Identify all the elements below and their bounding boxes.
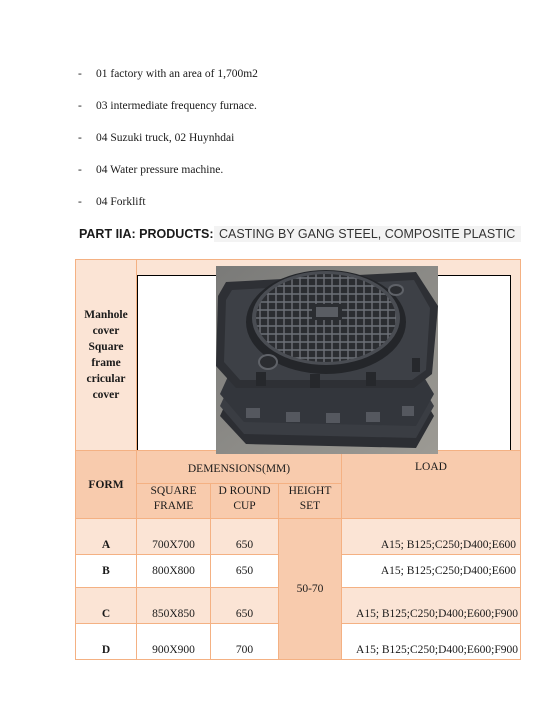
section-heading	[79, 227, 521, 241]
load-cell: A15; B125;C250;D400;E600	[342, 555, 521, 588]
bullet-item: - 04 Suzuki truck, 02 Huynhdai	[78, 132, 235, 144]
bullet-item: - 01 factory with an area of 1,700m2	[78, 68, 258, 80]
product-photo-cell	[137, 260, 521, 451]
square-cell: 850X850	[137, 588, 211, 624]
height-cell: 50-70	[279, 519, 342, 660]
heading-bold: PART IIA: PRODUCTS:	[79, 227, 214, 241]
square-frame-header: SQUARE FRAME	[137, 484, 211, 519]
heading-rest: CASTING BY GANG STEEL, COMPOSITE PLASTIC	[214, 226, 522, 242]
spec-table	[75, 259, 521, 660]
bullet-item: - 04 Water pressure machine.	[78, 164, 224, 176]
square-cell: 700X700	[137, 519, 211, 555]
manhole-cover-photo	[216, 266, 438, 454]
cup-cell: 650	[211, 519, 279, 555]
dimensions-header: DEMENSIONS(MM)	[137, 451, 342, 484]
product-row	[76, 260, 521, 451]
form-cell: B	[76, 555, 137, 588]
form-cell: A	[76, 519, 137, 555]
d-round-cup-header: D ROUND CUP	[211, 484, 279, 519]
load-cell: A15; B125;C250;D400;E600	[342, 519, 521, 555]
product-label: Manhole cover Square frame cricular cover	[76, 260, 137, 451]
table-row	[76, 519, 521, 555]
form-cell: D	[76, 624, 137, 660]
product-photo-frame	[137, 275, 511, 450]
cup-cell: 700	[211, 624, 279, 660]
height-set-header: HEIGHT SET	[279, 484, 342, 519]
cup-cell: 650	[211, 555, 279, 588]
form-cell: C	[76, 588, 137, 624]
load-cell: A15; B125;C250;D400;E600;F900	[342, 588, 521, 624]
bullet-item: - 04 Forklift	[78, 196, 146, 208]
cup-cell: 650	[211, 588, 279, 624]
form-header: FORM	[76, 451, 137, 519]
bullet-item: - 03 intermediate frequency furnace.	[78, 100, 257, 112]
load-header: LOAD	[342, 451, 521, 519]
square-cell: 900X900	[137, 624, 211, 660]
load-cell: A15; B125;C250;D400;E600;F900	[342, 624, 521, 660]
square-cell: 800X800	[137, 555, 211, 588]
header-row-top	[76, 451, 521, 484]
